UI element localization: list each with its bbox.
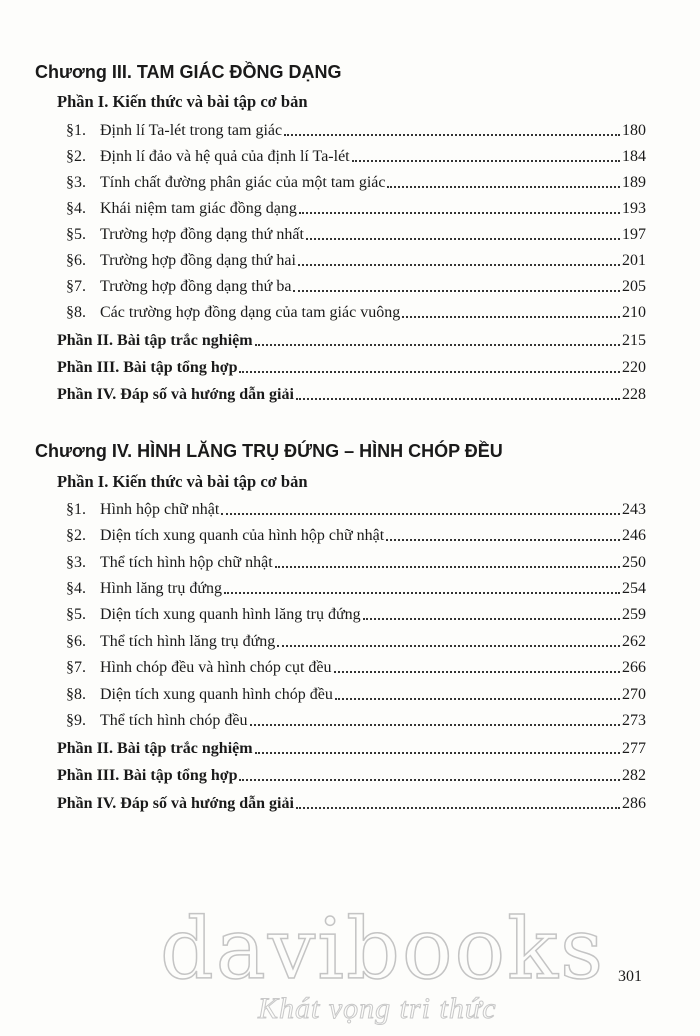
section-title: Hình chóp đều và hình chóp cụt đều [100, 659, 332, 676]
section-title: Trường hợp đồng dạng thứ hai [100, 252, 296, 269]
toc-entry[interactable] [66, 550, 646, 572]
page-ref: 210 [622, 304, 646, 321]
page-number: 301 [618, 968, 642, 985]
dot-leader [255, 751, 620, 754]
section-number: §9. [66, 712, 86, 729]
chapter-title: Chương III. TAM GIÁC ĐỒNG DẠNG [35, 62, 342, 82]
section-title: Diện tích xung quanh hình lăng trụ đứng [100, 606, 361, 623]
toc-entry[interactable] [66, 576, 646, 598]
dot-leader [363, 617, 620, 620]
dot-leader [298, 263, 620, 266]
dot-leader [335, 697, 620, 700]
section-number: §2. [66, 527, 86, 544]
dot-leader [277, 644, 620, 647]
page-ref: 259 [622, 606, 646, 623]
part-title: Phần IV. Đáp số và hướng dẫn giải [57, 795, 294, 812]
section-title: Khái niệm tam giác đồng dạng [100, 200, 297, 217]
dot-leader [275, 565, 620, 568]
dot-leader [352, 159, 620, 162]
page-ref: 180 [622, 122, 646, 139]
part-title: Phần III. Bài tập tổng hợp [57, 359, 238, 376]
section-number: §5. [66, 226, 86, 243]
section-title: Diện tích xung quanh của hình hộp chữ nhật [100, 527, 385, 544]
section-title: Thể tích hình lăng trụ đứng [100, 633, 276, 650]
dot-leader [296, 397, 620, 400]
dot-leader [239, 370, 620, 373]
part-heading: Phần I. Kiến thức và bài tập cơ bản [57, 472, 308, 491]
section-number: §1. [66, 122, 86, 139]
section-title: Định lí Ta-lét trong tam giác [100, 122, 283, 139]
page-ref: 254 [622, 580, 646, 597]
part-heading: Phần I. Kiến thức và bài tập cơ bản [57, 92, 308, 111]
toc-part-entry[interactable] [57, 791, 646, 813]
page-ref: 286 [622, 795, 646, 812]
page-ref: 228 [622, 386, 646, 403]
toc-part-entry[interactable] [57, 328, 646, 350]
toc-entry[interactable] [66, 682, 646, 704]
section-number: §2. [66, 148, 86, 165]
page-ref: 282 [622, 767, 646, 784]
section-number: §3. [66, 554, 86, 571]
dot-leader [284, 133, 620, 136]
dot-leader [402, 315, 620, 318]
page-ref: 189 [622, 174, 646, 191]
section-title: Thể tích hình hộp chữ nhật [100, 554, 273, 571]
dot-leader [299, 211, 620, 214]
section-number: §1. [66, 501, 86, 518]
part-title: Phần III. Bài tập tổng hợp [57, 767, 238, 784]
toc-part-entry[interactable] [57, 736, 646, 758]
toc-entry[interactable] [66, 602, 646, 624]
toc-entry[interactable] [66, 300, 646, 322]
section-number: §7. [66, 659, 86, 676]
chapter-title: Chương IV. HÌNH LĂNG TRỤ ĐỨNG – HÌNH CHÓP ĐỀU [35, 441, 503, 461]
page-ref: 277 [622, 740, 646, 757]
page-ref: 197 [622, 226, 646, 243]
dot-leader [224, 591, 620, 594]
dot-leader [386, 538, 620, 541]
section-title: Trường hợp đồng dạng thứ ba [100, 278, 292, 295]
page-ref: 246 [622, 527, 646, 544]
toc-entry[interactable] [66, 629, 646, 651]
page-ref: 215 [622, 332, 646, 349]
page-ref: 205 [622, 278, 646, 295]
toc-entry[interactable] [66, 655, 646, 677]
section-title: Định lí đảo và hệ quả của định lí Ta-lét [100, 148, 350, 165]
toc-part-entry[interactable] [57, 763, 646, 785]
page-ref: 193 [622, 200, 646, 217]
dot-leader [387, 185, 620, 188]
dot-leader [255, 343, 620, 346]
section-number: §4. [66, 200, 86, 217]
part-title: Phần IV. Đáp số và hướng dẫn giải [57, 386, 294, 403]
section-title: Diện tích xung quanh hình chóp đều [100, 686, 333, 703]
dot-leader [239, 778, 620, 781]
section-number: §4. [66, 580, 86, 597]
section-title: Hình lăng trụ đứng [100, 580, 222, 597]
part-title: Phần II. Bài tập trắc nghiệm [57, 332, 253, 349]
section-title: Hình hộp chữ nhật [100, 501, 220, 518]
dot-leader [293, 289, 620, 292]
part-title: Phần II. Bài tập trắc nghiệm [57, 740, 253, 757]
page-ref: 184 [622, 148, 646, 165]
section-number: §8. [66, 304, 86, 321]
section-title: Thể tích hình chóp đều [100, 712, 248, 729]
section-title: Trường hợp đồng dạng thứ nhất [100, 226, 304, 243]
toc-entry[interactable] [66, 144, 646, 166]
section-number: §7. [66, 278, 86, 295]
section-title: Các trường hợp đồng dạng của tam giác vuông [100, 304, 401, 321]
page-ref: 266 [622, 659, 646, 676]
watermark-logo: davibooks [160, 900, 606, 998]
dot-leader [306, 237, 620, 240]
section-number: §3. [66, 174, 86, 191]
toc-entry[interactable] [66, 196, 646, 218]
section-number: §6. [66, 252, 86, 269]
page-ref: 273 [622, 712, 646, 729]
toc-entry[interactable] [66, 248, 646, 270]
section-number: §5. [66, 606, 86, 623]
page-ref: 270 [622, 686, 646, 703]
page-ref: 220 [622, 359, 646, 376]
toc-entry[interactable] [66, 170, 646, 192]
dot-leader [250, 723, 620, 726]
toc-part-entry[interactable] [57, 355, 646, 377]
dot-leader [221, 512, 620, 515]
page-ref: 243 [622, 501, 646, 518]
toc-entry[interactable] [66, 708, 646, 730]
section-title: Tính chất đường phân giác của một tam giác [100, 174, 386, 191]
watermark-tagline: Khát vọng tri thức [258, 992, 497, 1025]
page-ref: 262 [622, 633, 646, 650]
toc-part-entry[interactable] [57, 382, 646, 404]
toc-entry[interactable] [66, 274, 646, 296]
page-ref: 250 [622, 554, 646, 571]
dot-leader [334, 670, 621, 673]
dot-leader [296, 806, 620, 809]
toc-entry[interactable] [66, 497, 646, 519]
section-number: §6. [66, 633, 86, 650]
toc-entry[interactable] [66, 222, 646, 244]
section-number: §8. [66, 686, 86, 703]
page-ref: 201 [622, 252, 646, 269]
toc-entry[interactable] [66, 118, 646, 140]
toc-entry[interactable] [66, 523, 646, 545]
